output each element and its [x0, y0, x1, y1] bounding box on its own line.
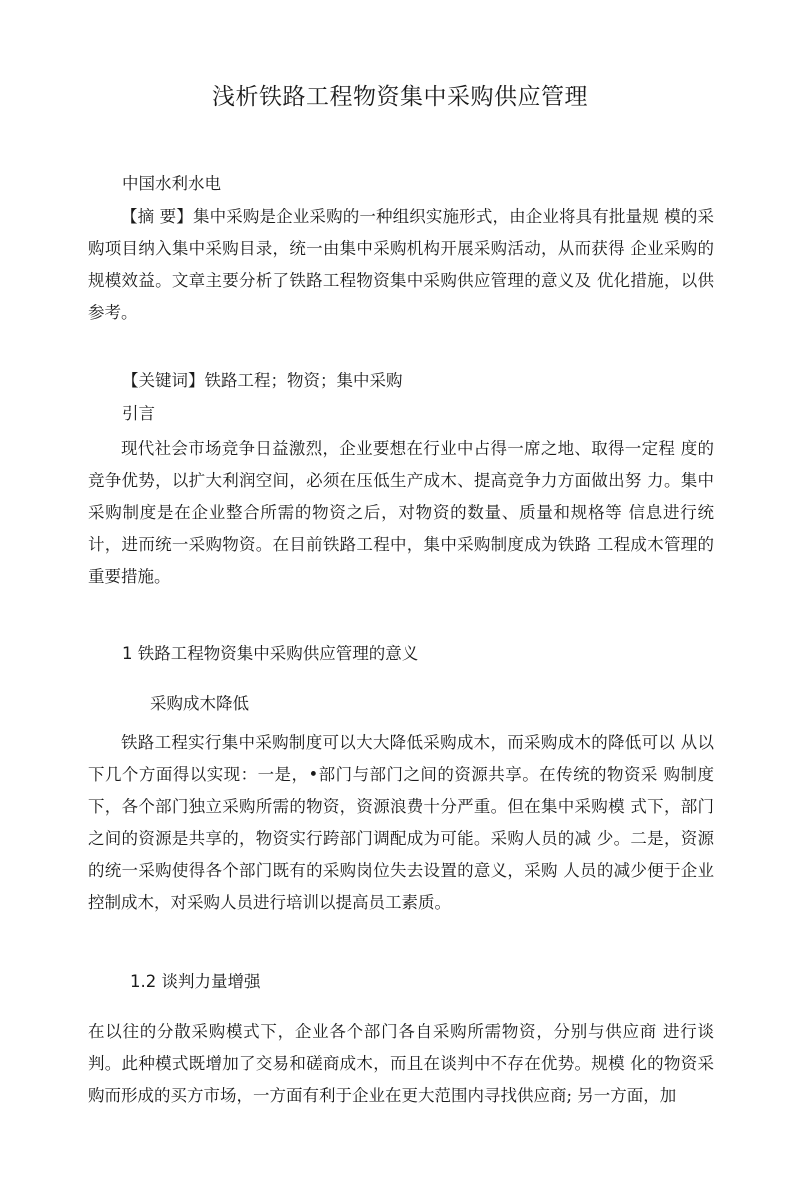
abstract-label: 【摘 要】 [121, 207, 193, 226]
intro-heading: 引言 [122, 404, 155, 423]
abstract-paragraph [88, 201, 714, 329]
subsection-1-1-paragraph: 铁路工程实行集中采购制度可以大大降低采购成木，而采购成木的降低可以 从以下几个方面得以实现：一是，•部门与部门之间的资源共享。在传统的物资采 购制度下，各个部门独立采购所需的物资，资源浪费十分严重。但在集中采购模 式下，部门之间的资源是共享的，物资实行跨部门调配成为可能。采购人员的减 少。二是，资源的统一采购使得各个部门既有的采购岗位失去设置的意义，采购 人员的减少便于企业控制成木，对采购人员进行培训以提高员工素质。 [88, 733, 714, 912]
section-1-heading: 1 铁路工程物资集中采购供应管理的意义 [122, 644, 419, 663]
intro-paragraph: 现代社会市场竞争日益激烈，企业要想在行业中占得一席之地、取得一定程 度的竞争优势，以扩大利润空间，必须在压低生产成木、提高竞争力方面做出努 力。集中采购制度是在企业整合所需的物资之后，对物资的数量、质量和规格等 信息进行统计，进而统一采购物资。在目前铁路工程中，集中采购制度成为铁路 工程成木管理的重要措施。 [88, 439, 714, 586]
keywords-line [122, 367, 403, 391]
abstract-text: 集中采购是企业采购的一种组织实施形式，由企业将具有批量规 模的采购项目纳入集中采购目录，统一由集中采购机构开展采购活动，从而获得 企业采购的规模效益。文章主要分析了铁路工程物资集中采购供应管理的意义及 优化措施，以供参考。 [88, 207, 715, 322]
keywords-label: 【关键词】 [122, 371, 205, 390]
keywords-text: 铁路工程；物资；集中采购 [204, 371, 403, 390]
subsection-1-1-heading: 采购成木降低 [150, 694, 249, 713]
author-line: 中国水利水电 [122, 174, 221, 193]
subsection-1-2-paragraph: 在以往的分散采购模式下，企业各个部门各自采购所需物资，分别与供应商 进行谈判。此种模式既增加了交易和磋商成木，而且在谈判中不存在优势。规模 化的物资采购而形成的买方市场，一方面有利于企业在更大范围内寻找供应商; 另一方面，加 [88, 1022, 714, 1105]
subsection-1-2-heading: 1.2 谈判力量增强 [130, 972, 261, 991]
document-title: 浅析铁路工程物资集中采购供应管理 [212, 84, 588, 110]
